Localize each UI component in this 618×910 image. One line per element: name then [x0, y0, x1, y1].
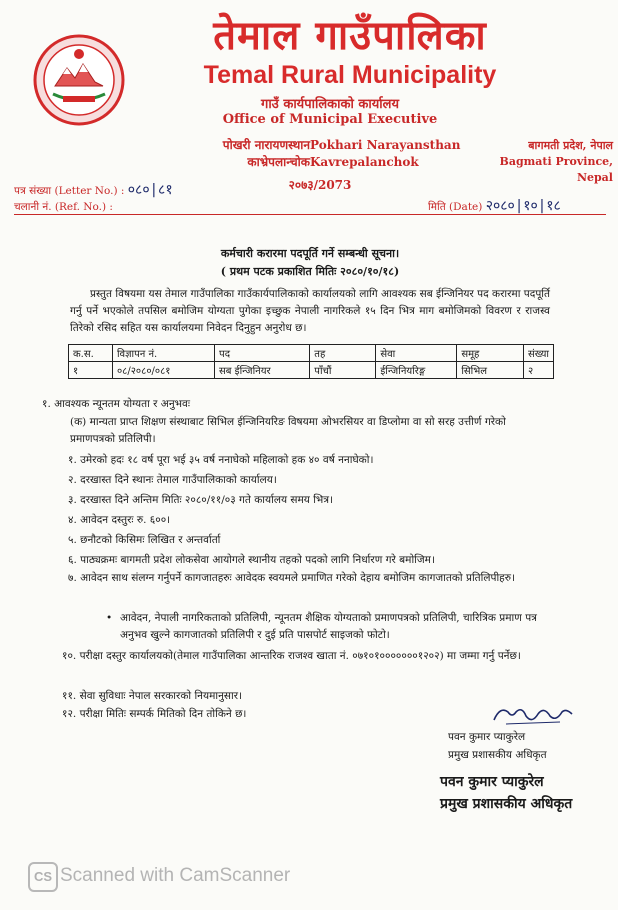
table-cell: २ [524, 362, 554, 379]
date-value: २०८०|१०|१८ [485, 198, 561, 214]
letter-no-label: पत्र संख्या (Letter No.) : [14, 185, 125, 197]
table-cell: पाँचौं [310, 362, 376, 379]
table-cell: १ [69, 362, 113, 379]
list-item: १. आवश्यक न्यूनतम योग्यता र अनुभवः [42, 398, 190, 410]
province [488, 138, 613, 186]
table-cell: ०८/२०८०/०८१ [112, 362, 214, 379]
notice-paragraph: प्रस्तुत विषयमा यस तेमाल गाउँपालिका गाउँकार्यपालिकाको कार्यालयको लागि आवश्यक सब ईन्जिनियर पद करारमा पदपूर्ति गर्नु पर्ने भएकोले तपसिल बमोजिम योग्यता पुगेका इच्छुक नेपाली नागरिकले १५ दिन भित्र माग बमोजिमको विवरण र राजस्व तिरेको रसिद सहित यस कार्यालयमा निवेदन दिनुहुन अनुरोध छ। [70, 288, 550, 334]
stamp-title: प्रमुख प्रशासकीय अधिकृत [440, 796, 573, 812]
address-np-line-2: काभ्रेपलान्चोक [247, 155, 310, 169]
notice-subject: कर्मचारी करारमा पदपूर्ति गर्ने सम्बन्धी सूचना। [220, 247, 400, 260]
table-row [69, 362, 554, 379]
address-en [310, 137, 480, 171]
list-item: ११. सेवा सुविधाः नेपाल सरकारको नियमानुसार। [62, 690, 242, 702]
address-en-line-1: Pokhari Narayansthan [310, 138, 461, 152]
municipality-name-en: Temal Rural Municipality [203, 61, 497, 89]
bullet-icon: • [106, 612, 113, 624]
camscanner-logo: CS [28, 862, 58, 892]
list-item: १. उमेरको हदः १८ वर्ष पूरा भई ३५ वर्ष ननाघेको महिलाको हक ४० वर्ष ननाघेको। [68, 454, 374, 466]
table-header-row [69, 345, 554, 362]
office-name-en: Office of Municipal Executive [222, 112, 438, 127]
date [428, 196, 561, 215]
table-header-cell: सेवा [376, 345, 457, 362]
header-divider [14, 214, 606, 215]
address-en-line-2: Kavrepalanchok [310, 155, 419, 169]
signatory-title: प्रमुख प्रशासकीय अधिकृत [448, 749, 547, 761]
list-item: ३. दरखास्त दिने अन्तिम मितिः २०८०/११/०३ गते कार्यालय समय भित्र। [68, 494, 334, 506]
list-item: १२. परीक्षा मितिः सम्पर्क मितिको दिन तोकिने छ। [62, 708, 247, 720]
signatory-name: पवन कुमार प्याकुरेल [448, 731, 526, 743]
established-year: २०७३/2073 [288, 178, 352, 192]
ref-no-label: चलानी नं. (Ref. No.) : [14, 201, 113, 213]
list-item [106, 610, 560, 644]
date-label: मिति (Date) [428, 201, 483, 213]
table-header-cell: विज्ञापन नं. [112, 345, 214, 362]
camscanner-watermark: Scanned with CamScanner [60, 865, 291, 886]
list-item: १०. परीक्षा दस्तुर कार्यालयको(तेमाल गाउँपालिका आन्तरिक राजश्व खाता नं. ०७१०१०००००००१२०२) मा जम्मा गर्नु पर्नेछ। [62, 650, 521, 662]
list-item: (क) मान्यता प्राप्त शिक्षण संस्थाबाट सिभिल ईन्जिनियरिङ विषयमा ओभरसियर वा डिप्लोमा वा सो सरह उत्तीर्ण गरेको प्रमाणपत्रको प्रतिलिपी। [70, 416, 506, 445]
municipality-name-np: तेमाल गाउँपालिका [213, 12, 487, 59]
office-name-np: गाउँ कार्यपालिकाको कार्यालय [261, 97, 399, 112]
letter-no-value: ०८०|८१ [127, 182, 173, 198]
table-cell: सब ईन्जिनियर [215, 362, 310, 379]
address-np-line-1: पोखरी नारायणस्थान [222, 138, 310, 152]
municipality-emblem [33, 34, 125, 126]
letter-no [14, 180, 173, 199]
province-en: Bagmati Province, Nepal [499, 155, 613, 184]
table-header-cell: पद [215, 345, 310, 362]
address-np [200, 137, 310, 171]
ref-no [14, 200, 113, 214]
stamp-name: पवन कुमार प्याकुरेल [440, 774, 544, 790]
province-np: बागमती प्रदेश, नेपाल [528, 139, 613, 152]
list-item: ४. आवेदन दस्तुरः रु. ६००। [68, 514, 171, 526]
table-header-cell: तह [310, 345, 376, 362]
table-header-cell: समूह [457, 345, 524, 362]
handwritten-signature [486, 700, 578, 730]
list-item: ७. आवेदन साथ संलग्न गर्नुपर्ने कागजातहरुः आवेदक स्वयमले प्रमाणित गरेको देहाय बमोजिम कागजातको प्रतिलिपीहरु। [68, 572, 516, 584]
notice-published-date: ( प्रथम पटक प्रकाशित मितिः २०८०/१०/१८) [220, 265, 400, 278]
table-header-cell: संख्या [524, 345, 554, 362]
list-item: ६. पाठ्यक्रमः बागमती प्रदेश लोकसेवा आयोगले स्थानीय तहको पदको लागि निर्धारण गरे बमोजिम। [68, 554, 435, 566]
vacancy-table [68, 344, 554, 379]
list-item-text: आवेदन, नेपाली नागरिकताको प्रतिलिपी, न्यूनतम शैक्षिक योग्यताको प्रमाणपत्रको प्रतिलिपी, चारित्रिक प्रमाण पत्र अनुभव खुल्ने कागजातको प्रतिलिपी र दुई प्रति पासपोर्ट साइजको फोटो। [120, 612, 537, 641]
table-cell: सिभिल [457, 362, 524, 379]
list-item: ५. छनौटको किसिमः लिखित र अन्तर्वार्ता [68, 534, 221, 546]
table-cell: ईन्जिनियरिङ्ग [376, 362, 457, 379]
table-header-cell: क.स. [69, 345, 113, 362]
list-item: २. दरखास्त दिने स्थानः तेमाल गाउँपालिकाको कार्यालय। [68, 474, 277, 486]
